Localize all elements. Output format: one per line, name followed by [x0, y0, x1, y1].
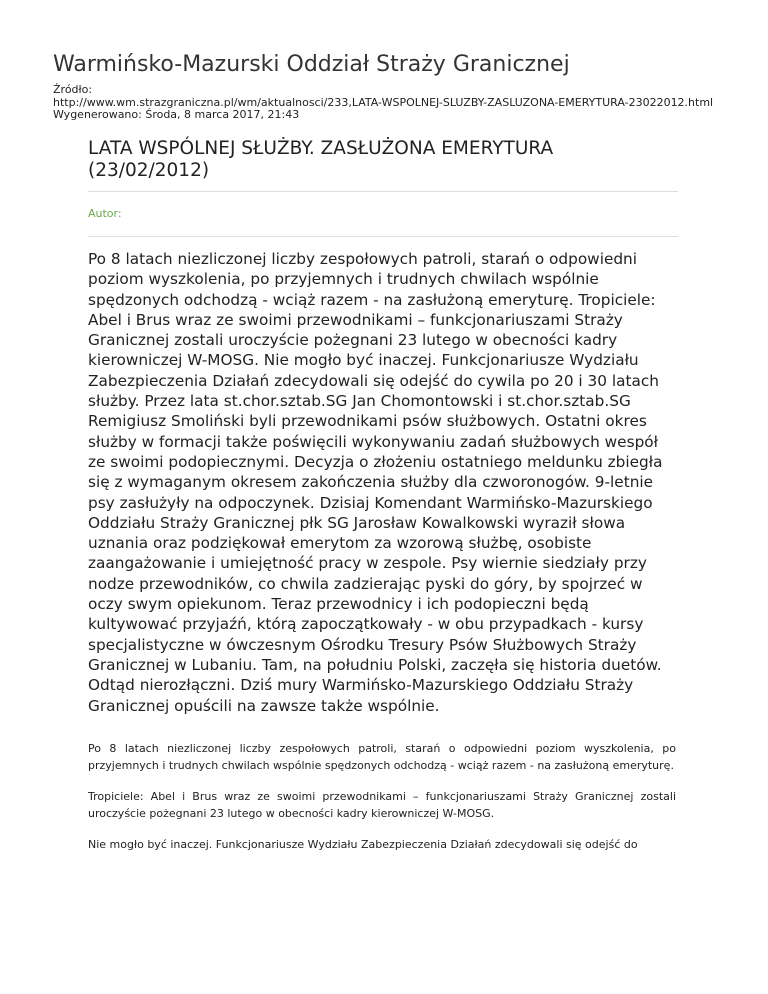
site-title: Warmińsko-Mazurski Oddział Straży Granicznej [53, 52, 570, 77]
source-label: Źródło: [53, 83, 93, 96]
article-body [88, 740, 676, 853]
article [88, 138, 678, 867]
author-divider [88, 236, 678, 237]
title-divider [88, 191, 678, 192]
article-lead: Po 8 latach niezliczonej liczby zespołowych patroli, starań o odpowiedni poziom wyszkolenia, po przyjemnych i trudnych chwilach wspólnie spędzonych odchodzą - wciąż razem - na zasłużoną emeryturę. Tropiciele: Abel i Brus wraz ze swoimi przewodnikami – funkcjonariuszami Straży Granicznej zostali uroczyście pożegnani 23 lutego w obecności kadry kierowniczej W-MOSG. Nie mogło być inaczej. Funkcjonariusze Wydziału Zabezpieczenia Działań zdecydowali się odejść do cywila po 20 i 30 latach służby. Przez lata st.chor.sztab.SG Jan Chomontowski i st.chor.sztab.SG Remigiusz Smoliński byli przewodnikami psów służbowych. Ostatni okres służby w formacji także poświęcili wykonywaniu zadań służbowych wespół ze swoimi podopiecznymi. Decyzja o złożeniu ostatniego meldunku zbiegła się z wymaganym okresem zakończenia służby dla czworonogów. 9-letnie psy zasłużyły na odpoczynek. Dzisiaj Komendant Warmińsko-Mazurskiego Oddziału Straży Granicznej płk SG Jarosław Kowalkowski wyraził słowa uznania oraz podziękował emerytom za wzorową służbę, osobiste zaangażowanie i umiejętność pracy w zespole. Psy wiernie siedziały przy nodze przewodników, co chwila zadzierając pyski do góry, by spojrzeć w oczy swym opiekunom. Teraz przewodnicy i ich podopieczni będą kultywować przyjaźń, którą zapoczątkowały - w obu przypadkach - kursy specjalistyczne w ówczesnym Ośrodku Tresury Psów Służbowych Straży Granicznej w Lubaniu. Tam, na południu Polski, zaczęła się historia duetów. Odtąd nierozłączni. Dziś mury Warmińsko-Mazurskiego Oddziału Straży Granicznej opuścili na zawsze także wspólnie. [88, 250, 663, 715]
source-url[interactable]: http://www.wm.strazgraniczna.pl/wm/aktualnosci/233,LATA-WSPOLNEJ-SLUZBY-ZASLUZONA-EMERYTURA-23022012.html [53, 95, 714, 109]
author-label: Autor: [88, 207, 122, 220]
article-title: LATA WSPÓLNEJ SŁUŻBY. ZASŁUŻONA EMERYTURA (23/02/2012) [88, 138, 554, 181]
body-paragraph: Nie mogło być inaczej. Funkcjonariusze Wydziału Zabezpieczenia Działań zdecydowali się odejść do [88, 837, 638, 851]
generated-timestamp: Wygenerowano: Środa, 8 marca 2017, 21:43 [53, 108, 300, 121]
body-paragraph: Tropiciele: Abel i Brus wraz ze swoimi przewodnikami – funkcjonariuszami Straży Granicznej zostali uroczyście pożegnani 23 lutego w obecności kadry kierowniczej W-MOSG. [88, 789, 676, 820]
document-meta [53, 84, 723, 122]
body-paragraph: Po 8 latach niezliczonej liczby zespołowych patroli, starań o odpowiedni poziom wyszkolenia, po przyjemnych i trudnych chwilach wspólnie spędzonych odchodzą - wciąż razem - na zasłużoną emeryturę. [88, 741, 676, 772]
